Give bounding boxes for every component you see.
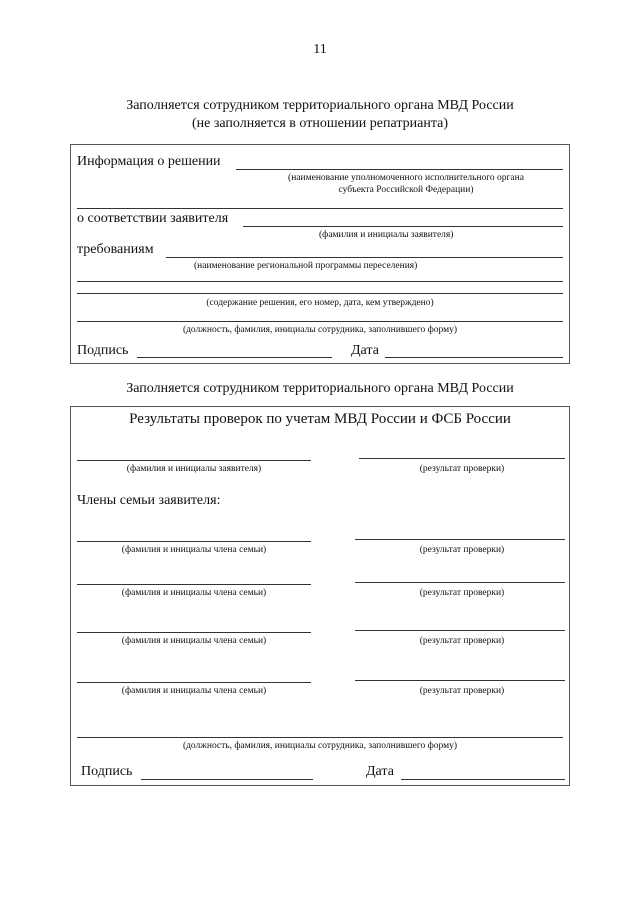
section1-heading-line1: Заполняется сотрудником территориального органа МВД России xyxy=(126,98,514,113)
page-number: 11 xyxy=(313,42,327,57)
requirements-label: требованиям xyxy=(77,242,154,257)
family-member-name-line xyxy=(77,541,311,542)
applicant-result-line xyxy=(359,458,565,459)
decision-input-1[interactable] xyxy=(77,265,563,281)
check-date-label: Дата xyxy=(366,764,394,779)
applicant-name-input[interactable] xyxy=(77,444,311,460)
family-member-name-line xyxy=(77,682,311,683)
authority-caption-line1: (наименование уполномоченного исполнительного органа xyxy=(288,173,524,183)
family-member-result-line xyxy=(355,539,565,540)
check-signature-input[interactable] xyxy=(141,763,313,779)
family-member-result-line xyxy=(355,630,565,631)
authority-caption-line2: субъекта Российской Федерации) xyxy=(338,185,474,195)
employee-line xyxy=(77,321,563,322)
section1-heading-line2: (не заполняется в отношении репатрианта) xyxy=(191,116,449,131)
applicant-result-caption: (результат проверки) xyxy=(419,464,505,474)
check-employee-input[interactable] xyxy=(77,721,563,737)
family-member-name-line xyxy=(77,632,311,633)
family-member-name-input[interactable] xyxy=(77,525,311,541)
decision-caption: (содержание решения, его номер, дата, кем утверждено) xyxy=(206,298,434,308)
family-members-label: Члены семьи заявителя: xyxy=(77,493,221,508)
signature-label: Подпись xyxy=(77,343,129,358)
family-member-name-caption: (фамилия и инициалы члена семьи) xyxy=(121,545,267,555)
applicant-input[interactable] xyxy=(243,210,563,226)
check-employee-line xyxy=(77,737,563,738)
family-member-result-line xyxy=(355,582,565,583)
decision-info-box xyxy=(70,144,570,364)
date-input[interactable] xyxy=(385,341,563,357)
signature-input[interactable] xyxy=(137,341,332,357)
check-results-box xyxy=(70,406,570,786)
family-member-name-input[interactable] xyxy=(77,568,311,584)
applicant-caption: (фамилия и инициалы заявителя) xyxy=(319,230,454,240)
authority-input[interactable] xyxy=(236,153,563,169)
decision-line-1 xyxy=(77,281,563,282)
decision-label: Информация о решении xyxy=(77,154,221,169)
family-member-name-caption: (фамилия и инициалы члена семьи) xyxy=(121,686,267,696)
check-signature-label: Подпись xyxy=(81,764,133,779)
check-results-title: Результаты проверок по учетам МВД России и ФСБ России xyxy=(129,411,511,427)
family-member-name-line xyxy=(77,584,311,585)
family-member-result-caption: (результат проверки) xyxy=(419,545,505,555)
date-label: Дата xyxy=(351,343,379,358)
check-employee-caption: (должность, фамилия, инициалы сотрудника, заполнившего форму) xyxy=(182,741,458,751)
program-input[interactable] xyxy=(166,241,563,257)
authority-line-2 xyxy=(77,208,563,209)
family-member-name-input[interactable] xyxy=(77,666,311,682)
family-member-result-input[interactable] xyxy=(355,566,565,582)
program-caption: (наименование региональной программы переселения) xyxy=(194,261,418,271)
family-member-result-input[interactable] xyxy=(355,614,565,630)
family-member-result-input[interactable] xyxy=(355,664,565,680)
employee-input[interactable] xyxy=(77,305,563,321)
applicant-name-caption: (фамилия и инициалы заявителя) xyxy=(126,464,262,474)
section2-heading: Заполняется сотрудником территориального органа МВД России xyxy=(126,381,514,396)
family-member-name-caption: (фамилия и инициалы члена семьи) xyxy=(121,636,267,646)
applicant-line xyxy=(243,226,563,227)
family-member-name-input[interactable] xyxy=(77,616,311,632)
signature-line xyxy=(137,357,332,358)
family-member-result-caption: (результат проверки) xyxy=(419,588,505,598)
family-member-result-input[interactable] xyxy=(355,523,565,539)
family-member-name-caption: (фамилия и инициалы члена семьи) xyxy=(121,588,267,598)
conformity-label: о соответствии заявителя xyxy=(77,211,229,226)
family-member-result-caption: (результат проверки) xyxy=(419,636,505,646)
check-date-input[interactable] xyxy=(401,763,565,779)
check-signature-line xyxy=(141,779,313,780)
program-line xyxy=(166,257,563,258)
employee-caption: (должность, фамилия, инициалы сотрудника, заполнившего форму) xyxy=(182,325,458,335)
authority-line xyxy=(236,169,563,170)
applicant-name-line xyxy=(77,460,311,461)
section1-heading xyxy=(0,97,640,133)
date-line xyxy=(385,357,563,358)
authority-input-2[interactable] xyxy=(77,192,563,208)
check-date-line xyxy=(401,779,565,780)
family-member-result-caption: (результат проверки) xyxy=(419,686,505,696)
applicant-result-input[interactable] xyxy=(359,442,565,458)
family-member-result-line xyxy=(355,680,565,681)
